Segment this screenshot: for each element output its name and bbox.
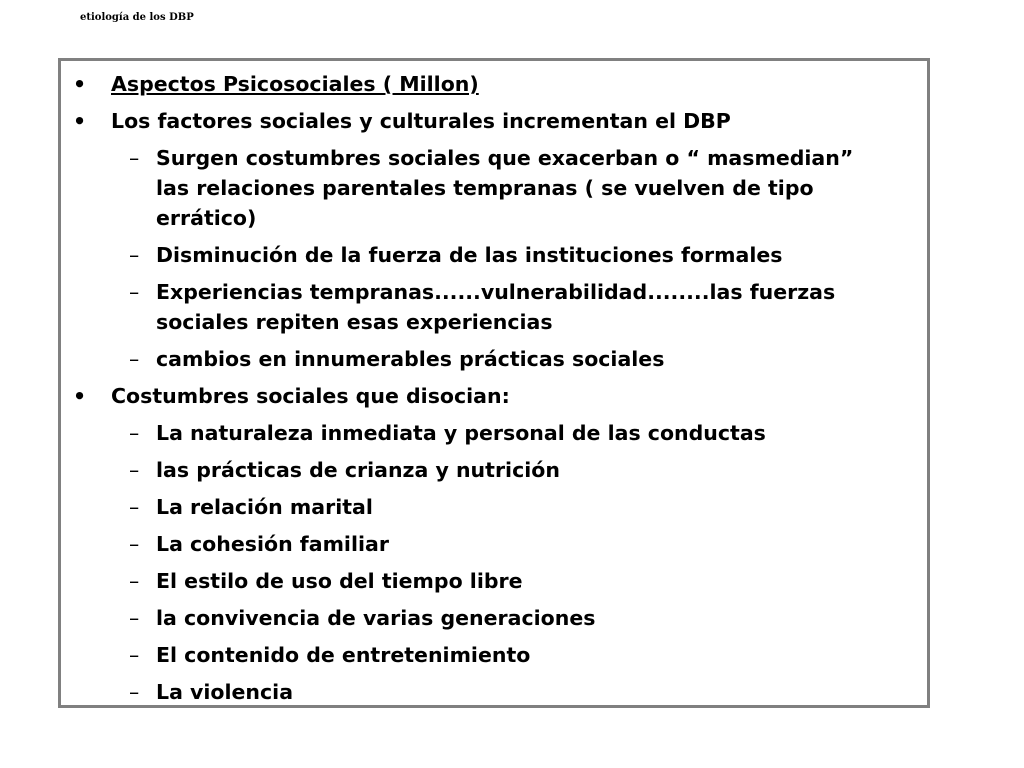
dash-marker: –	[129, 532, 140, 556]
item-text-line: errático)	[156, 206, 257, 230]
sub-bullet-item	[61, 640, 927, 670]
dash-marker: –	[129, 606, 140, 630]
sub-bullet-item	[61, 492, 927, 522]
bullet-list	[61, 69, 927, 714]
sub-bullet-item	[61, 277, 927, 337]
sub-bullet-item	[61, 603, 927, 633]
bullet-marker: •	[73, 384, 87, 408]
item-text-line: Experiencias tempranas......vulnerabilidad........las fuerzas	[156, 280, 836, 304]
item-text: Aspectos Psicosociales ( Millon)	[111, 72, 479, 96]
dash-marker: –	[129, 495, 140, 519]
dash-marker: –	[129, 146, 140, 170]
sub-bullet-item	[61, 529, 927, 559]
item-text	[156, 146, 853, 230]
sub-bullet-item	[61, 418, 927, 448]
item-text-line: las relaciones parentales tempranas ( se vuelven de tipo	[156, 176, 814, 200]
item-text: Los factores sociales y culturales incrementan el DBP	[111, 109, 731, 133]
bullet-marker: •	[73, 72, 87, 96]
item-text: La cohesión familiar	[156, 532, 389, 556]
dash-marker: –	[129, 280, 140, 304]
content-box	[58, 58, 930, 708]
sub-bullet-item	[61, 344, 927, 374]
item-text	[156, 280, 835, 334]
dash-marker: –	[129, 347, 140, 371]
item-text: cambios en innumerables prácticas sociales	[156, 347, 665, 371]
sub-bullet-item	[61, 240, 927, 270]
item-text-line: Surgen costumbres sociales que exacerban o “ masmedian”	[156, 146, 854, 170]
sub-bullet-item	[61, 455, 927, 485]
sub-bullet-item	[61, 677, 927, 707]
dash-marker: –	[129, 643, 140, 667]
sub-bullet-item	[61, 566, 927, 596]
sub-bullet-item	[61, 143, 927, 233]
bullet-marker: •	[73, 109, 87, 133]
item-text: las prácticas de crianza y nutrición	[156, 458, 560, 482]
dash-marker: –	[129, 569, 140, 593]
bullet-item	[61, 106, 927, 136]
item-text: El contenido de entretenimiento	[156, 643, 531, 667]
item-text: La naturaleza inmediata y personal de las conductas	[156, 421, 766, 445]
item-text: La relación marital	[156, 495, 373, 519]
dash-marker: –	[129, 680, 140, 704]
item-text: Costumbres sociales que disocian:	[111, 384, 510, 408]
bullet-item	[61, 381, 927, 411]
bullet-item	[61, 69, 927, 99]
item-text: La violencia	[156, 680, 294, 704]
dash-marker: –	[129, 421, 140, 445]
item-text-line: sociales repiten esas experiencias	[156, 310, 553, 334]
slide-header: etiología de los DBP	[80, 12, 194, 23]
dash-marker: –	[129, 458, 140, 482]
dash-marker: –	[129, 243, 140, 267]
item-text: Disminución de la fuerza de las instituciones formales	[156, 243, 783, 267]
item-text: El estilo de uso del tiempo libre	[156, 569, 523, 593]
item-text: la convivencia de varias generaciones	[156, 606, 596, 630]
